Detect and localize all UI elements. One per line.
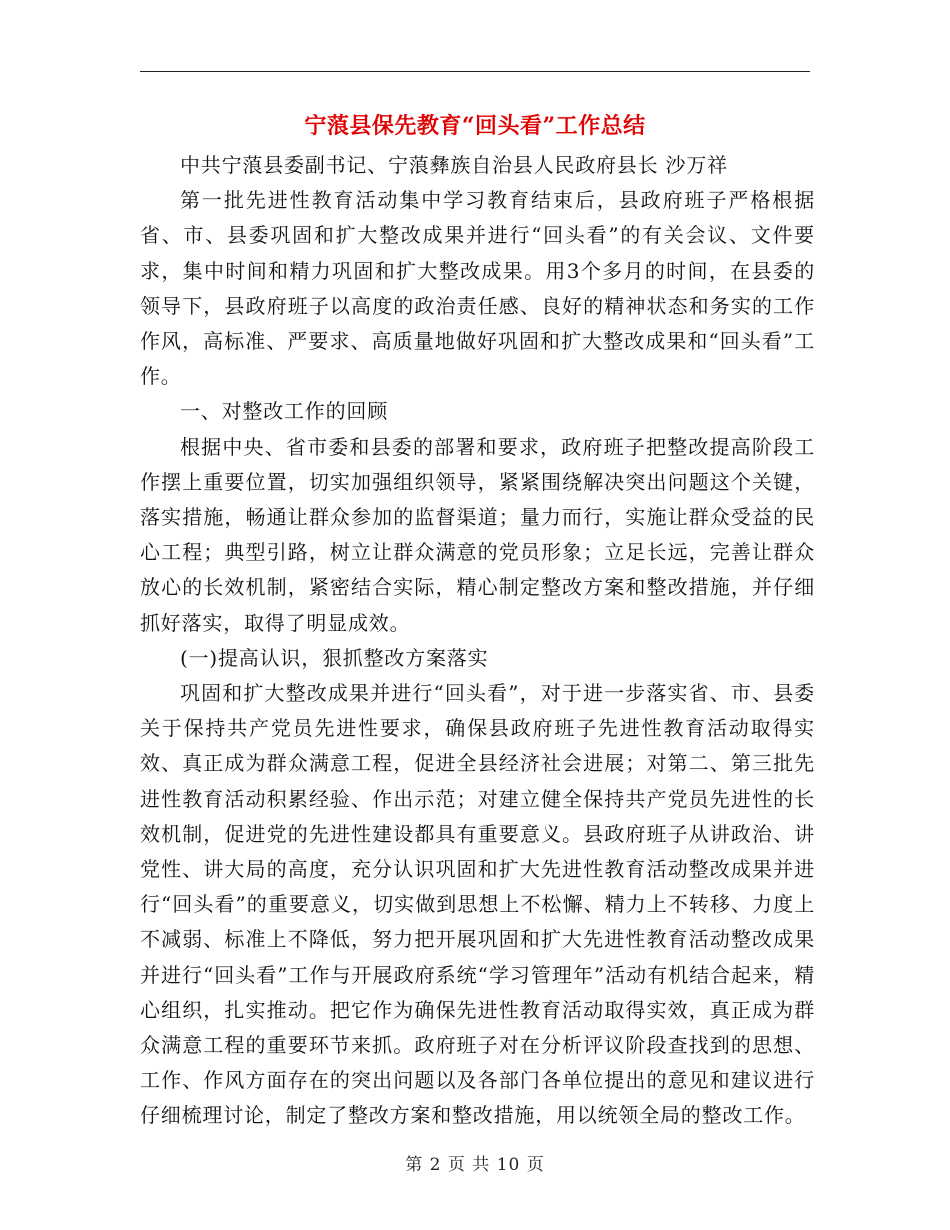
- author-line: 中共宁蒗县委副书记、宁蒗彝族自治县人民政府县长 沙万祥: [180, 153, 728, 177]
- paragraph-intro: 第一批先进性教育活动集中学习教育结束后，县政府班子严格根据省、市、县委巩固和扩大整改成果并进行“回头看”的有关会议、文件要求，集中时间和精力巩固和扩大整改成果。用3个多月的时间，在县委的领导下，县政府班子以高度的政治责任感、良好的精神状态和务实的工作作风，高标准、严要求、高质量地做好巩固和扩大整改成果和“回头看”工作。: [140, 188, 815, 389]
- document-title: 宁蒗县保先教育“回头看”工作总结: [304, 113, 646, 139]
- section-heading-review: 一、对整改工作的回顾: [180, 399, 388, 424]
- page-number-footer: 第 2 页 共 10 页: [405, 1155, 545, 1175]
- document-body: [140, 148, 815, 1134]
- subsection-heading-awareness: (一)提高认识，狠抓整改方案落实: [180, 645, 489, 670]
- paragraph-review: 根据中央、省市委和县委的部署和要求，政府班子把整改提高阶段工作摆上重要位置，切实加强组织领导，紧紧围绕解决突出问题这个关键，落实措施，畅通让群众参加的监督渠道；量力而行，实施让群众受益的民心工程；典型引路，树立让群众满意的党员形象；立足长远，完善让群众放心的长效机制，紧密结合实际，精心制定整改方案和整改措施，并仔细抓好落实，取得了明显成效。: [140, 434, 815, 635]
- header-rule: [140, 71, 810, 72]
- paragraph-awareness: 巩固和扩大整改成果并进行“回头看”，对于进一步落实省、市、县委关于保持共产党员先进性要求，确保县政府班子先进性教育活动取得实效、真正成为群众满意工程，促进全县经济社会进展；对第二、第三批先进性教育活动积累经验、作出示范；对建立健全保持共产党员先进性的长效机制，促进党的先进性建设都具有重要意义。县政府班子从讲政治、讲党性、讲大局的高度，充分认识巩固和扩大先进性教育活动整改成果并进行“回头看”的重要意义，切实做到思想上不松懈、精力上不转移、力度上不减弱、标准上不降低，努力把开展巩固和扩大先进性教育活动整改成果并进行“回头看”工作与开展政府系统“学习管理年”活动有机结合起来，精心组织，扎实推动。把它作为确保先进性教育活动取得实效，真正成为群众满意工程的重要环节来抓。政府班子对在分析评议阶段查找到的思想、工作、作风方面存在的突出问题以及各部门各单位提出的意见和建议进行仔细梳理讨论，制定了整改方案和整改措施，用以统领全局的整改工作。: [140, 681, 815, 1128]
